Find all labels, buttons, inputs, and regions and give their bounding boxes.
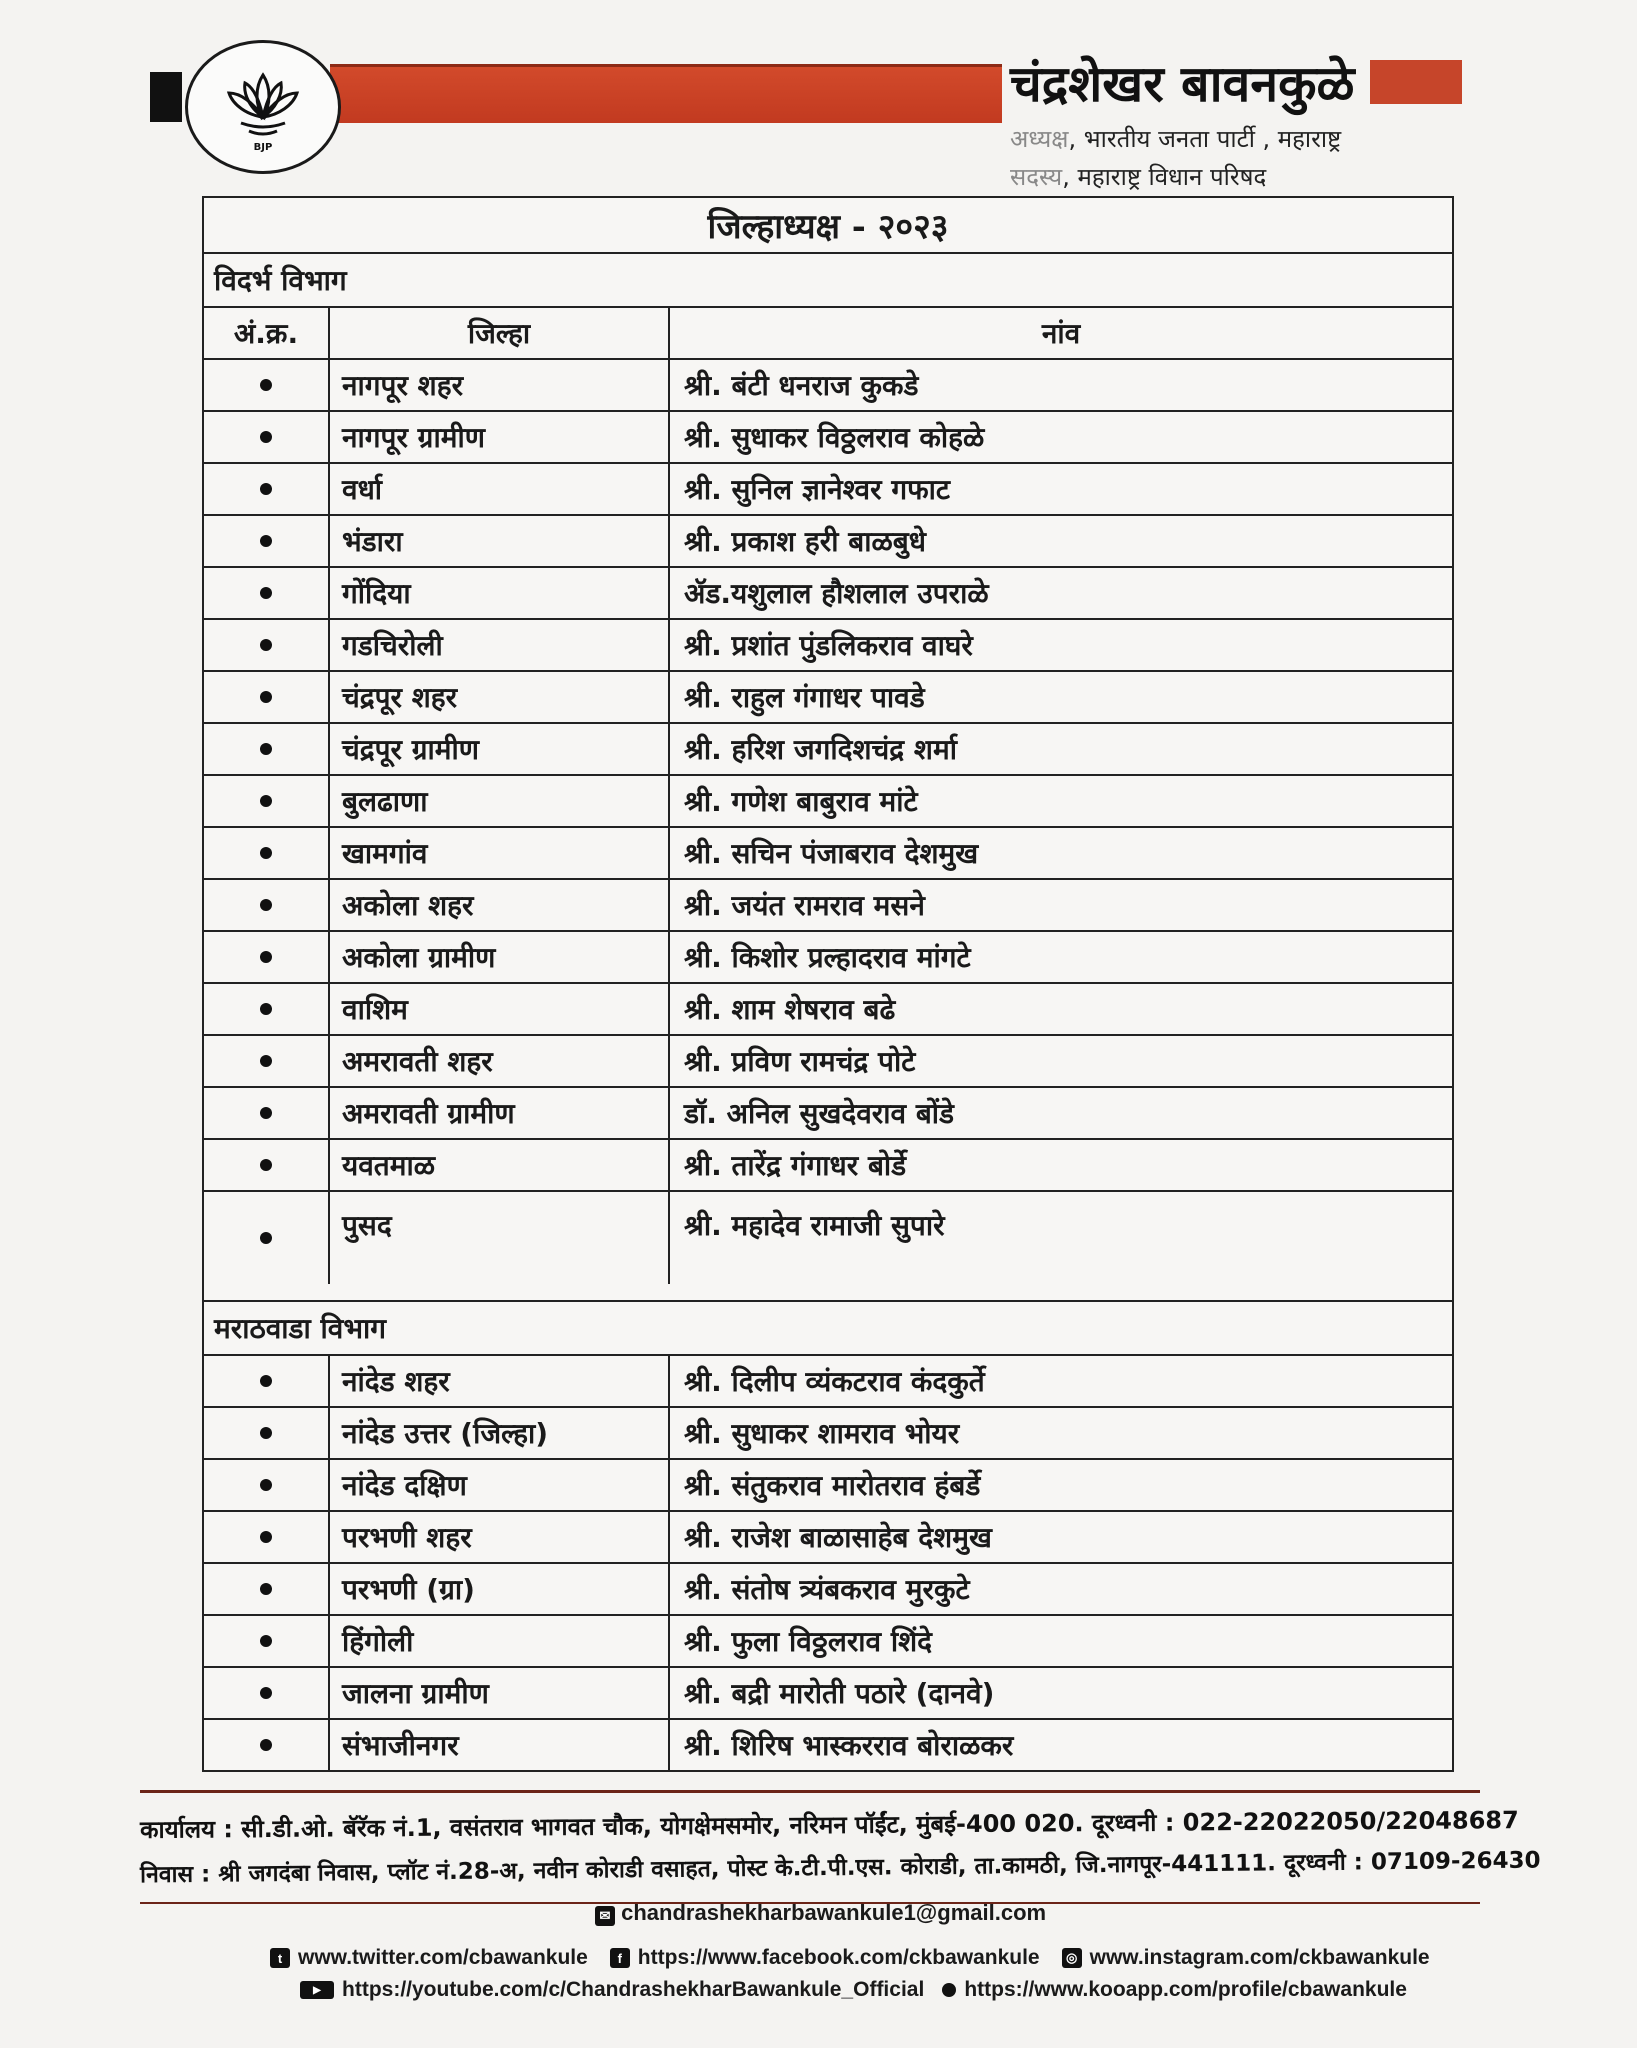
section-heading-marathwada: मराठवाडा विभाग — [204, 1300, 1452, 1356]
table-row — [204, 1564, 1452, 1616]
table-row — [204, 568, 1452, 620]
bjp-lotus-logo — [185, 40, 341, 174]
designation-1-value: , भारतीय जनता पार्टी , महाराष्ट्र — [1068, 125, 1342, 153]
row-bullet-cell — [204, 1356, 330, 1406]
president-name-cell: श्री. तारेंद्र गंगाधर बोर्डे — [684, 1149, 907, 1182]
table-row — [204, 1720, 1452, 1770]
leader-name: चंद्रशेखर बावनकुळे — [1010, 54, 1355, 113]
residence-address: निवास : श्री जगदंबा निवास, प्लॉट नं.28-अ, नवीन कोराडी वसाहत, पोस्ट के.टी.पी.एस. कोराडी, ता.कामठी, जि.नागपूर-441111. दूरध्वनी : 07109-26430 — [139, 1847, 1541, 1889]
lotus-icon — [213, 57, 313, 157]
president-name-cell: श्री. राजेश बाळासाहेब देशमुख — [684, 1521, 992, 1554]
row-bullet-cell — [204, 776, 330, 826]
bullet-icon — [260, 795, 272, 807]
koo-icon — [942, 1983, 956, 1997]
district-cell: नांदेड दक्षिण — [330, 1460, 670, 1510]
table-row — [204, 1616, 1452, 1668]
row-bullet-cell — [204, 672, 330, 722]
president-name-cell: श्री. प्रकाश हरी बाळबुधे — [684, 525, 926, 558]
district-cell: हिंगोली — [330, 1616, 670, 1666]
district-cell: नागपूर ग्रामीण — [330, 412, 670, 462]
office-address: कार्यालय : सी.डी.ओ. बॅरॅक नं.1, वसंतराव भागवत चौक, योगक्षेमसमोर, नरिमन पॉईंट, मुंबई-400 020. दूरध्वनी : 022-22022050/22048687 — [139, 1806, 1519, 1844]
youtube-icon: ▶ — [300, 1981, 334, 1999]
president-name-cell: श्री. बंटी धनराज कुकडे — [684, 369, 919, 402]
president-name-cell: श्री. किशोर प्रल्हादराव मांगटे — [684, 941, 971, 974]
bullet-icon — [260, 483, 272, 495]
district-cell: गोंदिया — [330, 568, 670, 618]
koo-link[interactable]: https://www.kooapp.com/profile/cbawankule — [964, 1978, 1407, 2001]
row-bullet-cell — [204, 1192, 330, 1284]
row-bullet-cell — [204, 724, 330, 774]
letterhead-red-block — [1370, 60, 1462, 104]
row-bullet-cell — [204, 1720, 330, 1770]
bullet-icon — [260, 1375, 272, 1387]
president-name-cell: ॲड.यशुलाल हौशलाल उपराळे — [684, 577, 989, 610]
designation-2-label: सदस्य — [1010, 163, 1063, 191]
president-name-cell: श्री. दिलीप व्यंकटराव कंदकुर्ते — [684, 1365, 985, 1398]
district-cell: नागपूर शहर — [330, 360, 670, 410]
president-name-cell: श्री. शाम शेषराव बढे — [684, 993, 896, 1026]
table-row — [204, 516, 1452, 568]
marathwada-rows — [204, 1356, 1452, 1770]
president-name-cell: डॉ. अनिल सुखदेवराव बोंडे — [684, 1097, 955, 1130]
bullet-icon — [260, 1583, 272, 1595]
column-header-sr: अं.क्र. — [204, 308, 330, 358]
bullet-icon — [260, 1479, 272, 1491]
district-cell: चंद्रपूर शहर — [330, 672, 670, 722]
column-header-name: नांव — [1041, 317, 1081, 350]
section-spacer — [204, 1284, 1452, 1300]
district-cell: गडचिरोली — [330, 620, 670, 670]
president-name-cell: श्री. सुधाकर विठ्ठलराव कोहळे — [684, 421, 985, 454]
section-heading-vidarbha: विदर्भ विभाग — [204, 254, 1452, 308]
row-bullet-cell — [204, 1140, 330, 1190]
table-row — [204, 1668, 1452, 1720]
row-bullet-cell — [204, 568, 330, 618]
bullet-icon — [260, 691, 272, 703]
bullet-icon — [260, 743, 272, 755]
bullet-icon — [260, 1531, 272, 1543]
table-row — [204, 1192, 1452, 1284]
social-row-1 — [270, 1946, 1430, 1970]
district-cell: यवतमाळ — [330, 1140, 670, 1190]
district-cell: परभणी शहर — [330, 1512, 670, 1562]
instagram-icon: ◎ — [1062, 1948, 1082, 1968]
table-row — [204, 932, 1452, 984]
president-name-cell: श्री. राहुल गंगाधर पावडे — [684, 681, 925, 714]
president-name-cell: श्री. गणेश बाबुराव मांटे — [684, 785, 918, 818]
row-bullet-cell — [204, 1564, 330, 1614]
twitter-icon: t — [270, 1948, 290, 1968]
table-row — [204, 776, 1452, 828]
designation-1-label: अध्यक्ष — [1010, 125, 1069, 153]
designation-2-value: , महाराष्ट्र विधान परिषद — [1062, 163, 1267, 191]
bullet-icon — [260, 1232, 272, 1244]
twitter-link[interactable]: www.twitter.com/cbawankule — [298, 1946, 588, 1969]
facebook-link[interactable]: https://www.facebook.com/ckbawankule — [637, 1946, 1040, 1969]
letterhead-red-bar — [330, 64, 1002, 123]
row-bullet-cell — [204, 1036, 330, 1086]
row-bullet-cell — [204, 880, 330, 930]
district-cell: अमरावती शहर — [330, 1036, 670, 1086]
table-row — [204, 1460, 1452, 1512]
row-bullet-cell — [204, 1512, 330, 1562]
president-name-cell: श्री. प्रशांत पुंडलिकराव वाघरे — [684, 629, 973, 662]
bullet-icon — [260, 847, 272, 859]
president-name-cell: श्री. प्रविण रामचंद्र पोटे — [684, 1045, 916, 1078]
district-cell: अकोला ग्रामीण — [330, 932, 670, 982]
bullet-icon — [260, 1055, 272, 1067]
president-name-cell: श्री. सुनिल ज्ञानेश्वर गफाट — [684, 473, 951, 506]
table-row — [204, 360, 1452, 412]
table-row — [204, 1088, 1452, 1140]
letterhead-black-bar — [150, 72, 182, 122]
youtube-link[interactable]: https://youtube.com/c/ChandrashekharBawankule_Official — [342, 1978, 925, 2001]
bullet-icon — [260, 899, 272, 911]
row-bullet-cell — [204, 828, 330, 878]
row-bullet-cell — [204, 464, 330, 514]
table-row — [204, 724, 1452, 776]
district-cell: वर्धा — [330, 464, 670, 514]
row-bullet-cell — [204, 984, 330, 1034]
bullet-icon — [260, 1635, 272, 1647]
row-bullet-cell — [204, 620, 330, 670]
bullet-icon — [260, 431, 272, 443]
district-cell: पुसद — [330, 1192, 670, 1284]
president-name-cell: श्री. महादेव रामाजी सुपारे — [684, 1209, 945, 1242]
table-row — [204, 828, 1452, 880]
bullet-icon — [260, 1003, 272, 1015]
row-bullet-cell — [204, 412, 330, 462]
instagram-link[interactable]: www.instagram.com/ckbawankule — [1089, 1946, 1430, 1969]
row-bullet-cell — [204, 932, 330, 982]
bullet-icon — [260, 379, 272, 391]
bullet-icon — [260, 951, 272, 963]
president-name-cell: श्री. बद्री मारोती पठारे (दानवे) — [684, 1677, 995, 1710]
table-row — [204, 984, 1452, 1036]
president-name-cell: श्री. सचिन पंजाबराव देशमुख — [684, 837, 979, 870]
table-row — [204, 1140, 1452, 1192]
row-bullet-cell — [204, 1668, 330, 1718]
bullet-icon — [260, 587, 272, 599]
row-bullet-cell — [204, 516, 330, 566]
row-bullet-cell — [204, 1408, 330, 1458]
bullet-icon — [260, 535, 272, 547]
district-cell: चंद्रपूर ग्रामीण — [330, 724, 670, 774]
row-bullet-cell — [204, 360, 330, 410]
table-row — [204, 672, 1452, 724]
table-row — [204, 464, 1452, 516]
logo-text: BJP — [253, 142, 273, 153]
vidarbha-rows — [204, 360, 1452, 1284]
table-row — [204, 620, 1452, 672]
district-cell: परभणी (ग्रा) — [330, 1564, 670, 1614]
district-cell: संभाजीनगर — [330, 1720, 670, 1770]
row-bullet-cell — [204, 1088, 330, 1138]
table-row — [204, 1408, 1452, 1460]
table-header-row — [204, 308, 1452, 360]
table-row — [204, 1356, 1452, 1408]
bullet-icon — [260, 1159, 272, 1171]
district-cell: वाशिम — [330, 984, 670, 1034]
district-cell: भंडारा — [330, 516, 670, 566]
bullet-icon — [260, 1107, 272, 1119]
table-row — [204, 1512, 1452, 1564]
row-bullet-cell — [204, 1460, 330, 1510]
president-name-cell: श्री. सुधाकर शामराव भोयर — [684, 1417, 960, 1450]
social-row-2 — [300, 1978, 1407, 2002]
mail-icon: ✉ — [595, 1906, 615, 1926]
district-cell: बुलढाणा — [330, 776, 670, 826]
president-name-cell: श्री. संतुकराव मारोतराव हंबर्डे — [684, 1469, 981, 1502]
designation-line-1 — [1010, 122, 1341, 155]
footer-top-rule — [140, 1790, 1480, 1793]
district-cell: अमरावती ग्रामीण — [330, 1088, 670, 1138]
table-title: जिल्हाध्यक्ष - २०२३ — [204, 198, 1452, 254]
bullet-icon — [260, 639, 272, 651]
row-bullet-cell — [204, 1616, 330, 1666]
table-row — [204, 1036, 1452, 1088]
table-row — [204, 880, 1452, 932]
district-cell: जालना ग्रामीण — [330, 1668, 670, 1718]
facebook-icon: f — [610, 1948, 630, 1968]
district-cell: अकोला शहर — [330, 880, 670, 930]
designation-line-2 — [1010, 160, 1266, 193]
district-cell: खामगांव — [330, 828, 670, 878]
president-name-cell: श्री. फुला विठ्ठलराव शिंदे — [684, 1625, 933, 1658]
column-header-district: जिल्हा — [330, 308, 670, 358]
bullet-icon — [260, 1427, 272, 1439]
district-president-table — [202, 196, 1454, 1772]
bullet-icon — [260, 1687, 272, 1699]
president-name-cell: श्री. जयंत रामराव मसने — [684, 889, 925, 922]
president-name-cell: श्री. शिरिष भास्करराव बोराळकर — [684, 1729, 1014, 1762]
president-name-cell: श्री. संतोष त्र्यंबकराव मुरकुटे — [684, 1573, 970, 1606]
bullet-icon — [260, 1739, 272, 1751]
district-cell: नांदेड उत्तर (जिल्हा) — [330, 1408, 670, 1458]
email-link[interactable]: chandrashekharbawankule1@gmail.com — [621, 1900, 1047, 1925]
table-row — [204, 412, 1452, 464]
district-cell: नांदेड शहर — [330, 1356, 670, 1406]
email-line — [595, 1900, 1046, 1926]
president-name-cell: श्री. हरिश जगदिशचंद्र शर्मा — [684, 733, 957, 766]
